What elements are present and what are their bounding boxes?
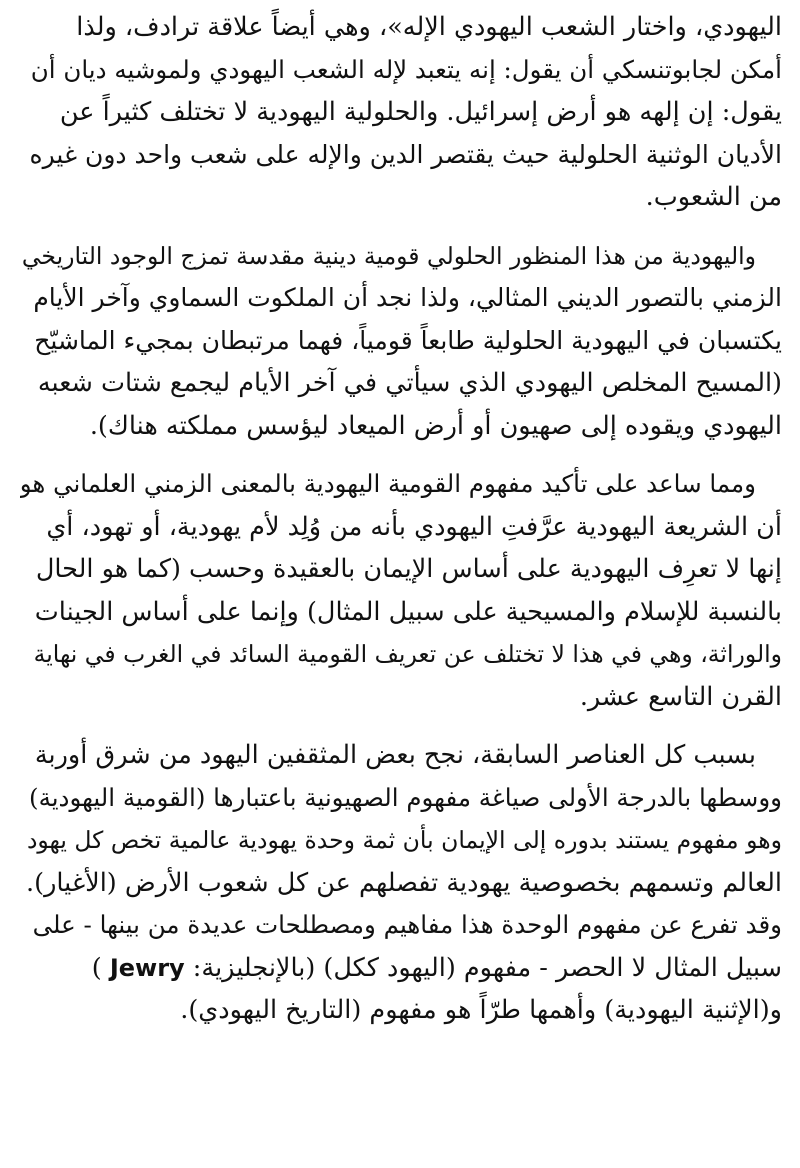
text-line: الزمني بالتصور الديني المثالي، ولذا نجد أن الملكوت السماوي وآخر الأيام xyxy=(33,283,782,312)
text-line: اليهودي، واختار الشعب اليهودي الإله»، وهي أيضاً علاقة ترادف، ولذا xyxy=(76,12,782,42)
text-line: اليهودي ويقوده إلى صهيون أو أرض الميعاد ليؤسس مملكته هناك). xyxy=(89,410,782,441)
text-line: (المسيح المخلص اليهودي الذي سيأتي في آخر الأيام ليجمع شتات شعبه xyxy=(37,368,782,398)
text-line: بسبب كل العناصر السابقة، نجح بعض المثقفين اليهود من شرق أوربة xyxy=(34,740,756,770)
text-line: والوراثة، وهي في هذا لا تختلف عن تعريف القومية السائد في الغرب في نهاية xyxy=(33,640,782,668)
text-segment: سبيل المثال لا الحصر - مفهوم (اليهود ككل) (بالإنجليزية: xyxy=(184,952,782,983)
paragraph-4 xyxy=(20,734,782,1032)
text-segment: ) xyxy=(91,952,110,983)
text-line: وقد تفرع عن مفهوم الوحدة هذا مفاهيم ومصطلحات عديدة من بينها - على xyxy=(32,910,782,939)
text-line-mixed xyxy=(20,947,782,990)
text-line: يقول: إن إلهه هو أرض إسرائيل. والحلولية اليهودية لا تختلف كثيراً عن xyxy=(59,97,782,127)
text-line: ومما ساعد على تأكيد مفهوم القومية اليهودية بالمعنى الزمني العلماني هو xyxy=(20,469,756,498)
text-line: وهو مفهوم يستند بدوره إلى الإيمان بأن ثمة وحدة يهودية عالمية تخص كل يهود xyxy=(26,826,782,854)
paragraph-2 xyxy=(20,235,782,448)
text-line: من الشعوب. xyxy=(645,182,782,212)
text-line: و(الإثنية اليهودية) وأهمها طرّاً هو مفهوم (التاريخ اليهودي). xyxy=(180,995,782,1025)
text-line: بالنسبة للإسلام والمسيحية على سبيل المثال) وإنما على أساس الجينات xyxy=(34,596,782,627)
text-line: واليهودية من هذا المنظور الحلولي قومية دينية مقدسة تمزج الوجود التاريخي xyxy=(21,241,756,270)
text-line: إنها لا تعرِف اليهودية على أساس الإيمان بالعقيدة وحسب (كما هو الحال xyxy=(35,554,782,584)
text-line: الأديان الوثنية الحلولية حيث يقتصر الدين والإله على شعب واحد دون غيره xyxy=(29,139,782,169)
text-line: أن الشريعة اليهودية عرَّفتِ اليهودي بأنه من وُلِد لأم يهودية، أو تهود، أي xyxy=(46,511,782,542)
paragraph-3 xyxy=(20,463,782,718)
paragraph-1 xyxy=(20,6,782,219)
text-line: يكتسبان في اليهودية الحلولية طابعاً قومياً، فهما مرتبطان بمجيء الماشيّح xyxy=(34,325,782,355)
text-line: ووسطها بالدرجة الأولى صياغة مفهوم الصهيونية باعتبارها (القومية اليهودية) xyxy=(29,782,782,812)
text-line: أمكن لجابوتنسكي أن يقول: إنه يتعبد لإله الشعب اليهودي ولموشيه ديان أن xyxy=(30,54,782,84)
text-line: القرن التاسع عشر. xyxy=(579,681,782,712)
text-line: العالم وتسمهم بخصوصية يهودية تفصلهم عن كل شعوب الأرض (الأغيار). xyxy=(26,867,782,898)
english-term: Jewry xyxy=(109,953,185,982)
